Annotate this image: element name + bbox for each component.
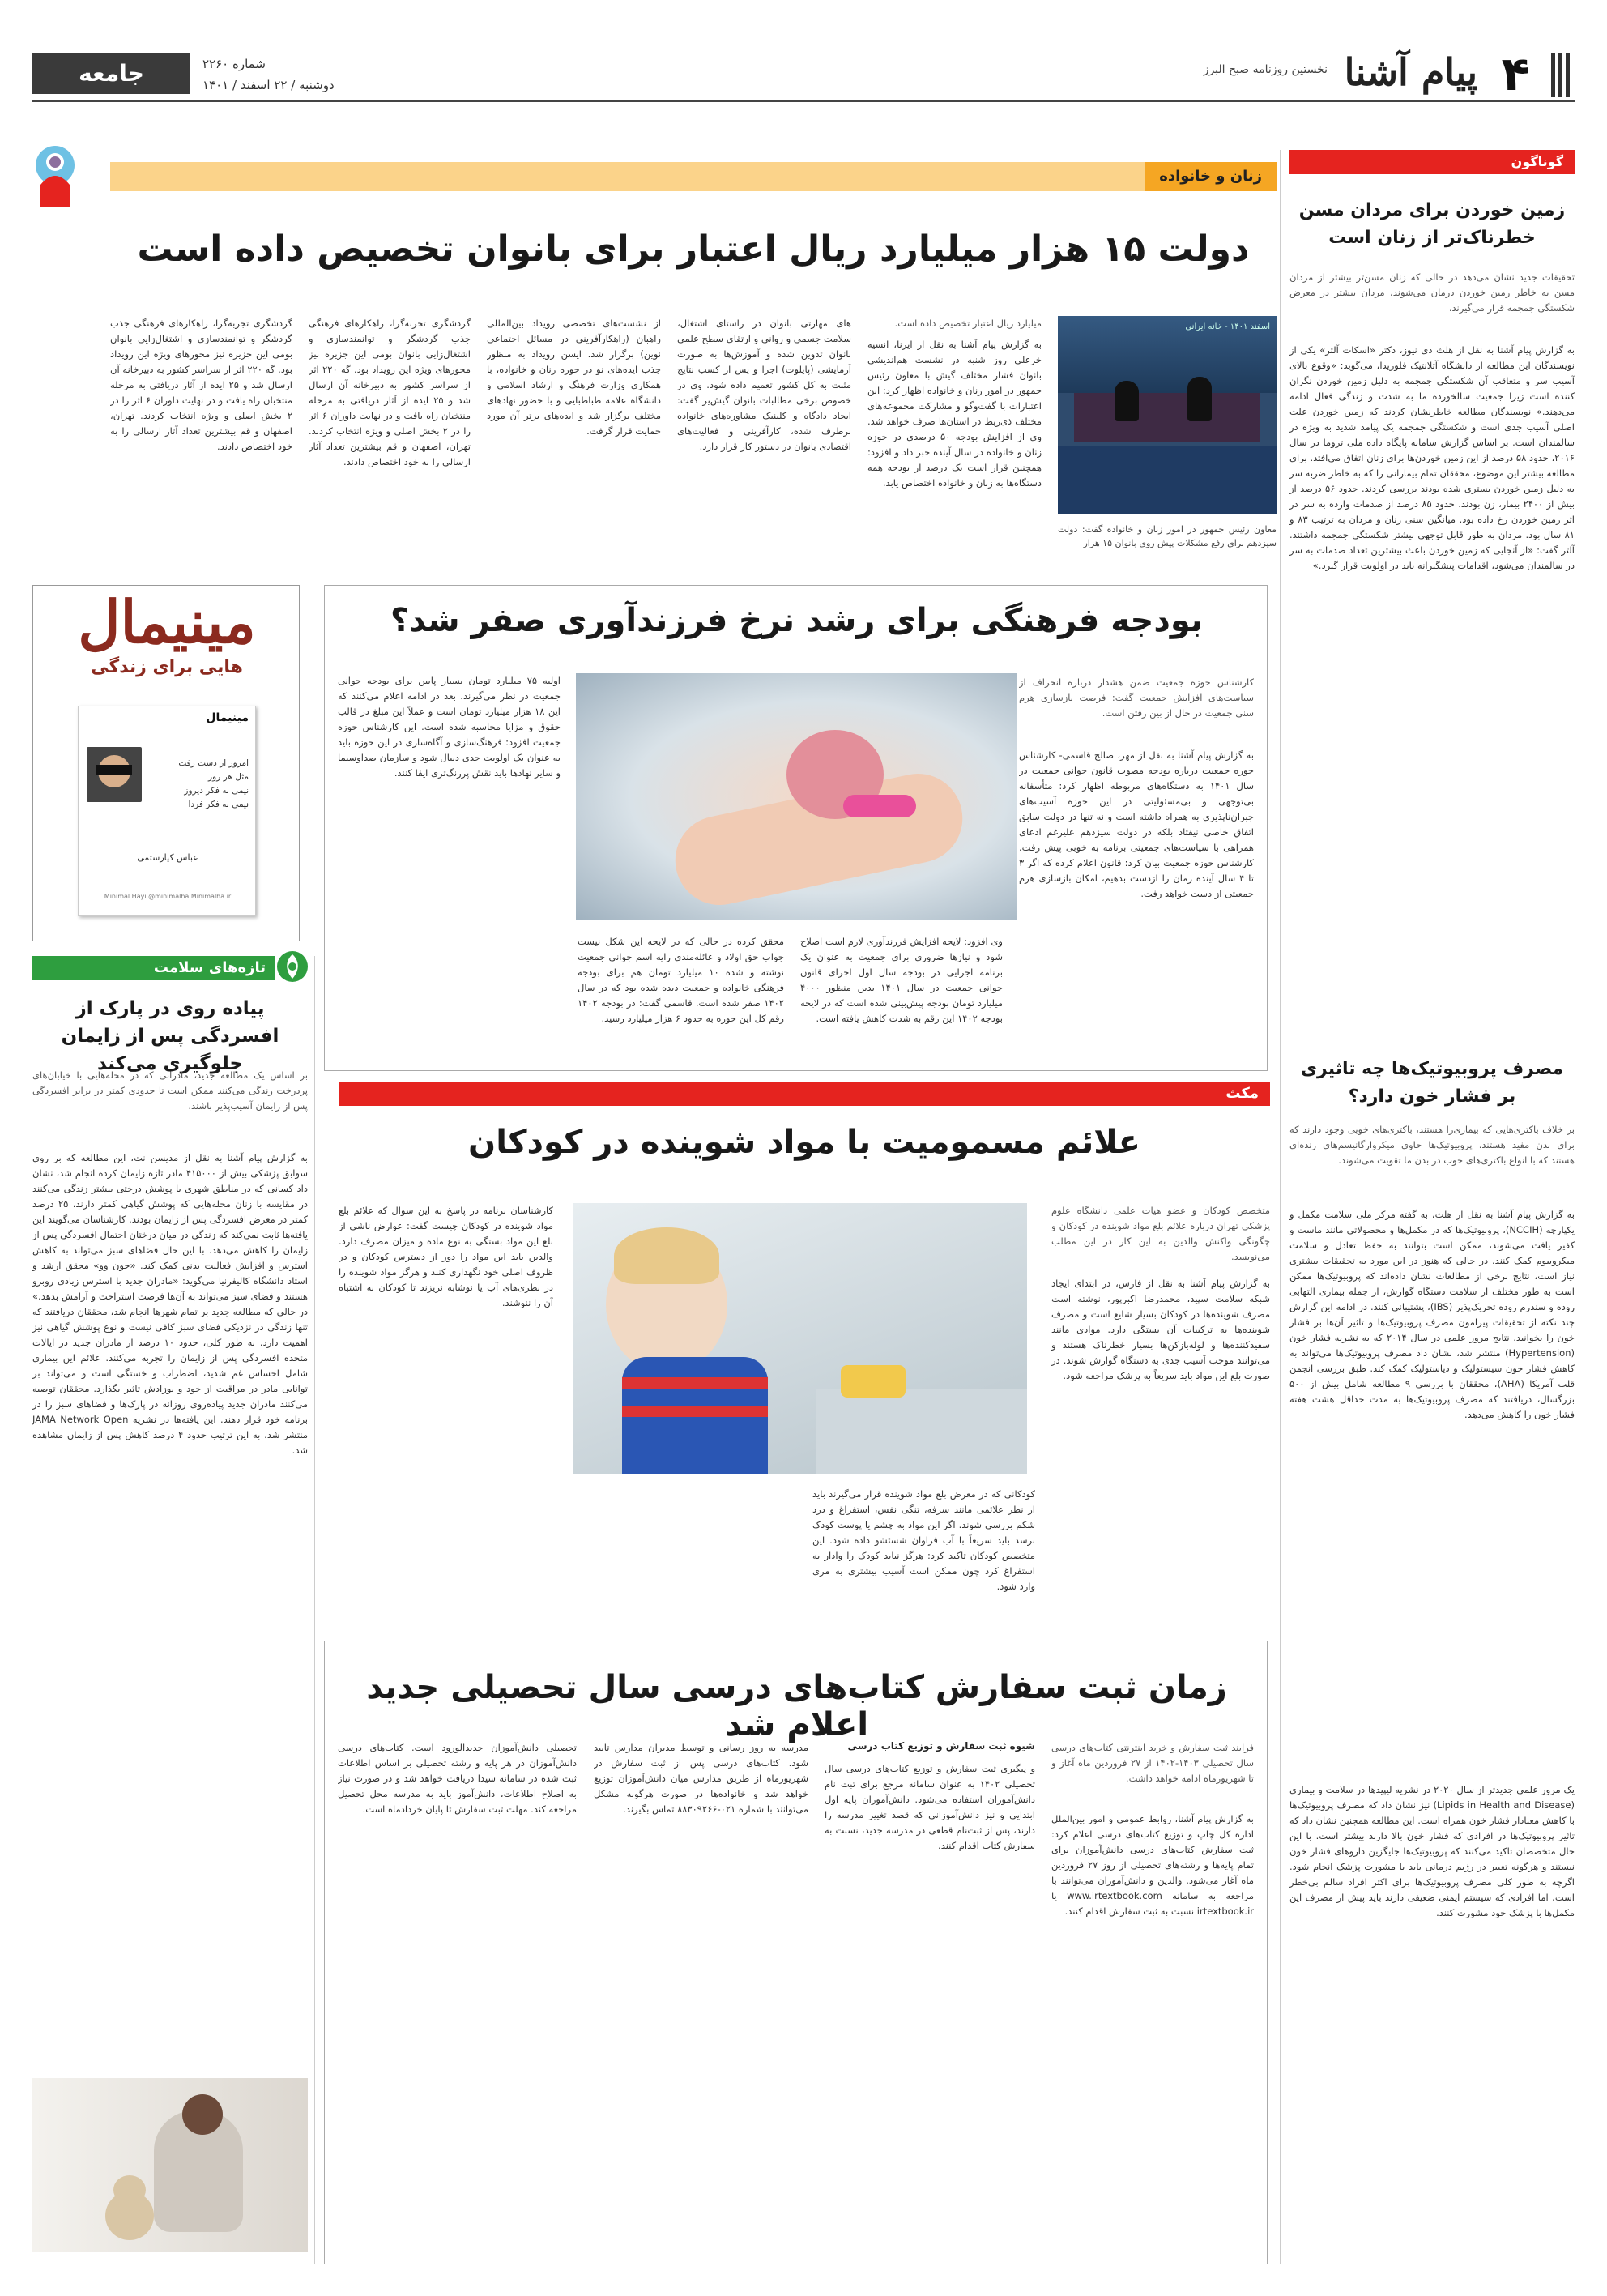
women-headline: دولت ۱۵ هزار میلیارد ریال اعتبار برای بانوان تخصیص داده است xyxy=(137,228,1250,270)
female-figure-icon xyxy=(32,143,78,209)
minimal-book-title: مینیمال xyxy=(206,711,249,724)
sidebar-kicker-band xyxy=(1289,150,1575,174)
sidebar-kicker: گوناگون xyxy=(1511,154,1563,169)
story2-lead: بر خلاف باکتری‌هایی که بیماری‌زا هستند، باکتری‌های خوبی وجود دارند که برای بدن مفید هستند. پروبیوتیک‌ها حاوی میکروارگانیسم‌های زنده‌ای هستند که با انواع باکتری‌های خوب در بدن ما تقویت می‌شوند. xyxy=(1289,1124,1575,1166)
mokth-kicker-band xyxy=(339,1082,1270,1106)
logo: پیام آشنا xyxy=(1344,50,1477,94)
women-kicker xyxy=(1145,162,1277,191)
masthead xyxy=(32,46,1575,102)
health-leaf-icon xyxy=(275,948,309,985)
budget-col3: محقق کرده در حالی که در لایحه این شکل نیست جواب حق اولاد و عائله‌مندی رایه اسم جوانی جمعیت نوشته و شده ۱۰ میلیارد تومان هم برای بودجه فرهنگی خانواده و جمعیت دیده شده بود که در سال ۱۴۰۲ صفر شده است. قاسمی گفت: در بودجه ۱۴۰۲ رقم کل این حوزه به حدود ۶ هزار میلیارد رسید. xyxy=(578,936,784,1024)
mokth-kicker: مکث xyxy=(1225,1085,1259,1102)
minimal-subtitle: هایی برای زندگی xyxy=(91,657,243,677)
mokth-headline: علائم مسمومیت با مواد شوینده در کودکان xyxy=(468,1124,1140,1161)
minimal-box xyxy=(32,585,300,941)
masthead-bars-icon xyxy=(1547,53,1570,97)
mokth-article xyxy=(339,1082,1270,1632)
budget-col4: اولیه ۷۵ میلیارد تومان بسیار پایین برای بودجه جوانی جمعیت در نظر می‌گیرند. بعد در ادامه اعلام می‌کنند که این ۱۸ هزار میلیارد تومان است و عملاً این مبلغ در قالب حقوق و مزایا محاسبه شده است. این کارشناس حوزه جمعیت افزود: فرهنگ‌سازی و آگاه‌سازی در این حوزه باید به عنوان یک اولویت جدی دنبال شود و سازمان صداوسیما و سایر نهادها باید نقش پررنگ‌تری ایفا کنند. xyxy=(338,675,561,779)
budget-col1: به گزارش پیام آشنا به نقل از مهر، صالح قاسمی- کارشناس حوزه جمعیت درباره بودجه مصوب قانون جوانی جمعیت در سال ۱۴۰۱ به دستگاه‌های مربوطه اظهار کرد: متأسفانه بی‌توجهی و بی‌مسئولیتی در این حوزه آسیب‌های جبران‌ناپذیری به همراه داشته است و نه تنها در دولت سابق اتفاق خاصی نیفتاد بلکه در دولت سیزدهم علیرغم ادعای همراهی با سیاست‌های جمعیتی برنامه به خوبی پیش رفت. کارشناس حوزه جمعیت بیان کرد: قانون اعلام کرده که اگر ۳ تا ۴ سال آینده زمان را ازدست بدهیم، امکان بازسازی هرم جمعیتی از دست خواهد رفت. xyxy=(1019,749,1254,899)
sad-mother-photo xyxy=(32,2078,308,2252)
health-body: به گزارش پیام آشنا به نقل از مدیسن نت، این مطالعه که بر روی سوابق پزشکی بیش از ۴۱۵۰۰۰ مادر تازه زایمان کرده انجام شد، نشان داد کسانی که در مناطق شهری با پوشش درختی بیشتر زندگی می‌کنند در مقایسه با زنان محله‌هایی که پوشش گیاهی کمتر دارند، ۲۵ درصد کمتر در معرض افسردگی پس از زایمان بودند. کارشناسان می‌گویند این یافته‌ها ثابت نمی‌کند که زندگی در میان درختان احتمال افسردگی پس از زایمان را کاهش می‌دهد. با این حال فضاهای سبز می‌تواند به کاهش استرس و افزایش فعالیت بدنی کمک کند. «جون وو» محقق ارشد و استاد دانشگاه کالیفرنیا می‌گوید: «مادران جدید با استرس زیادی روبرو هستند و فضای سبز می‌تواند به آن‌ها فرصت استراحت و آرامش بدهد.» در حالی که مطالعه جدید بر تمام شهرها انجام شد، محققان دریافتند که تنها زندگی در نزدیکی فضای سبز کافی نیست و نوع پوشش گیاهی نیز اهمیت دارد. به طور کلی، حدود ۱۰ درصد از مادران جدید در ایالات متحده افسردگی پس از زایمان را تجربه می‌کنند. علائم این بیماری شامل احساس غم شدید، اضطراب و خستگی است و می‌تواند بر توانایی مادر در مراقبت از خود و نوزادش تاثیر بگذارد. محققان توصیه می‌کنند مادران جدید پیاده‌روی روزانه در پارک‌ها و فضاهای سبز را در برنامه خود قرار دهند. این یافته‌ها در نشریه JAMA Network Open منتشر شد. به این ترتیب حدود ۴ درصد کاهش پس از زایمان مشاهده شد. xyxy=(32,1152,308,1456)
minimal-handles: Minimal.Hayi @minimalha Minimalha.ir xyxy=(104,893,232,900)
column-divider xyxy=(314,956,315,2264)
mokth-col2: کودکانی که در معرض بلع مواد شوینده قرار می‌گیرند باید از نظر علائمی مانند سرفه، تنگی نفس، استفراغ و درد شکم بررسی شوند. اگر این مواد به چشم یا پوست کودک برسد باید سریعاً با آب فراوان شستشو داده شود. این متخصص کودکان تاکید کرد: هرگز نباید کودک را وادار به استفراغ کرد چون ممکن است آسیب بیشتری به مری وارد شود. xyxy=(812,1488,1035,1592)
women-article xyxy=(78,162,1277,571)
section-label-text: جامعه xyxy=(79,60,144,87)
health-kicker-band xyxy=(32,956,275,980)
minimal-book xyxy=(78,706,256,916)
health-headline: پیاده روی در پارک از افسردگی پس از زایمان جلوگیری می‌کند xyxy=(61,998,279,1074)
women-lead: میلیارد ریال اعتبار تخصیص داده است. xyxy=(894,318,1042,329)
author-portrait xyxy=(87,747,142,802)
minimal-quote: امروز از دست رفت مثل هر روز نیمی به فکر دیروز نیمی به فکر فردا xyxy=(178,758,249,809)
story2-body: به گزارش پیام آشنا به نقل از هلث، به گفته مرکز ملی سلامت مکمل و یکپارچه (NCCIH)، پروبیوتیک‌ها که در مکمل‌ها و محصولاتی مانند ماست و کفیر یافت می‌شوند، ممکن است بتوانند به حفظ تعادل و سلامت میکروبیوم کمک کنند. در حالی که هنوز در این مورد به تحقیقات بیشتری نیاز است، نتایج برخی از مطالعات نشان داده‌اند که پروبیوتیک‌ها ممکن است به طور مختلف از سلامت دستگاه گوارش، از جمله بیماری التهابی روده و سندرم روده تحریک‌پذیر (IBS)، پشتیبانی کنند. در ادامه این گزارش چند نکته از تحقیقات پیرامون مصرف پروبیوتیک‌ها و تاثیر آن‌ها بر فشار خون را بخوانید. نتایج مرور علمی در سال ۲۰۱۴ که به نشریه فشار خون (Hypertension) منتشر شد، نشان داد مصرف پروبیوتیک‌ها می‌تواند به کاهش فشار خون سیستولیک و دیاستولیک کمک کند. طبق بررسی انجمن قلب آمریکا (AHA)، محققان با بررسی ۹ مطالعه شامل بیش از ۵۰۰ بزرگسال، دریافتند که مصرف پروبیوتیک‌ها به مدت حداقل هشت هفته فشار خون را کاهش می‌دهد. xyxy=(1289,1209,1575,1420)
women-col4: گردشگری تجربه‌گرا، راهکارهای فرهنگی جذب گردشگر و توانمندسازی و اشتغال‌زایی بانوان بومی این جزیره نیز محورهای ویژه این رویداد بود. گه ۲۲۰ اثر از سراسر کشور به دبیرخانه آن ارسال شد و ۲۵ ایده از آثار دریافتی به مرحله منتخبان راه یافت و در نهایت داوران ۶ اثر را در ۲ بخش اصلی و ویژه انتخاب کردند. تهران، اصفهان و قم بیشترین تعداد آثار ارسالی را به خود اختصاص دادند. xyxy=(309,318,471,467)
books-subhead: شیوه ثبت سفارش و توزیع کتاب درسی xyxy=(847,1740,1035,1752)
story2-body2: یک مرور علمی جدیدتر از سال ۲۰۲۰ در نشریه لیپیدها در سلامت و بیماری (Lipids in Health and Disease) نیز نشان داد که مصرف پروبیوتیک‌ها با کاهش معنادار فشار خون همراه است. این مطالعه همچنین نشان داد که تاثیر پروبیوتیک‌ها در افرادی که فشار خون بالا دارند بیشتر است. با این حال متخصصان تاکید می‌کنند که پروبیوتیک‌ها جایگزین داروهای فشار خون نیستند و هرگونه تغییر در رژیم درمانی باید با مشورت پزشک انجام شود. اگرچه به طور کلی مصرف پروبیوتیک‌ها برای اکثر افراد سالم بی‌خطر است، اما افرادی که سیستم ایمنی ضعیفی دارند باید پیش از مصرف این مکمل‌ها با پزشک خود مشورت کنند. xyxy=(1289,1784,1575,1918)
women-photo-label: اسفند ۱۴۰۱ - خانه ایرانی xyxy=(1185,322,1270,331)
budget-col2: وی افزود: لایحه افزایش فرزندآوری لازم است اصلاح شود و نیازها ضروری برای جمعیت به عنوان یک برنامه اجرایی در بودجه سال اول اجرای قانون جوانی جمعیت در سال ۱۴۰۱ بدین منظور ۴۰۰۰ میلیارد تومان بودجه پیش‌بینی شده است که در لایحه بودجه ۱۴۰۲ این رقم به شدت کاهش یافته است. xyxy=(800,936,1003,1024)
books-article xyxy=(324,1641,1268,2264)
women-photo xyxy=(1058,316,1277,514)
women-kicker-band xyxy=(110,162,1277,191)
budget-article xyxy=(324,585,1268,1071)
budget-lead: کارشناس حوزه جمعیت ضمن هشدار درباره انحراف از سیاست‌های افزایش جمعیت گفت: فرصت بازسازی هرم سنی جمعیت در حال از بین رفتن است. xyxy=(1019,676,1254,719)
health-kicker: تازه‌های سلامت xyxy=(153,959,266,976)
health-section xyxy=(32,956,308,2260)
issue-number: شماره ۲۲۶۰ xyxy=(202,57,266,71)
story1-body: به گزارش پیام آشنا به نقل از هلث دی نیوز، دکتر «اسکات آلتر» یکی از نویسندگان این مطالعه از دانشگاه آتلانتیک فلوریدا، می‌گوید: «وقوع بالای آسیب سر و متعاقب آن شکستگی جمجمه به دلیل زمین خوردن نگران کننده است زیرا جمعیت سالخورده ما به شدت و زندگی فعال ادامه می‌دهند.» نویسندگان مطالعه خاطرنشان کردند که زمین خوردن علت اصلی آسیب جدی است و شکستگی جمجمه یک پیامد شدید به ویژه در سالمندان است. بر اساس گزارش سامانه پایگاه داده ملی تروما در سال ۲۰۱۶، حدود ۵۸ درصد از این زمین خوردن‌ها برای زنان اتفاق می‌افتد. برای مطالعه بیشتر این موضوع، محققان تمام بیمارانی را که به خاطر ضربه سر به دلیل زمین خوردن بستری شده بودند بررسی کردند. حدود ۵۶ درصد از بیش از ۲۴۰۰ بیمار، زن بودند. حدود ۸۵ درصد از صدمات وارده به سر در اثر زمین خوردن رخ داده بود. میانگین سنی زنان و مردان به ترتیب ۸۳ و ۸۱ سال بود. مردان به طور قابل توجهی بیشتر شکستگی جمجمه داشتند. آلتر گفت: «از آنجایی که زمین خوردن باعث بیشترین تعداد صدمات به سر در سالمندان می‌شود، اقدامات پیشگیرانه باید در اولویت قرار گیرد.» xyxy=(1289,344,1575,571)
baby-hand-photo xyxy=(576,673,1017,920)
books-headline: زمان ثبت سفارش کتاب‌های درسی سال تحصیلی جدید اعلام شد xyxy=(366,1669,1227,1743)
mokth-col3: کارشناسان برنامه در پاسخ به این سوال که علائم بلع مواد شوینده در کودکان چیست گفت: عوارض ناشی از بلع این مواد بستگی به نوع ماده و میزان مصرف دارد. والدین باید این مواد را دور از دسترس کودکان و در ظروف اصلی خود نگهداری کنند و هرگز مواد شوینده را در بطری‌های آب یا نوشابه نریزند تا کودکان به اشتباه آن را ننوشند. xyxy=(339,1205,553,1308)
women-kicker-text: زنان و خانواده xyxy=(1159,168,1262,185)
story2-title: مصرف پروبیوتیک‌ها چه تاثیری بر فشار خون دارد؟ xyxy=(1300,1059,1564,1107)
page-number: ۴ xyxy=(1501,46,1530,101)
books-col1: به گزارش پیام آشنا، روابط عمومی و امور بین‌الملل اداره کل چاپ و توزیع کتاب‌های درسی اعلام کرد: ثبت سفارش کتاب‌های درسی دانش‌آموزان برای تمام پایه‌ها و رشته‌های تحصیلی از روز ۲۷ فروردین ماه آغاز می‌شود. والدین و دانش‌آموزان می‌توانند با مراجعه به سامانه www.irtextbook.com یا irtextbook.ir نسبت به ثبت سفارش اقدام کنند. xyxy=(1051,1813,1254,1917)
minimal-title: مینیمال xyxy=(78,587,256,656)
women-col2: های مهارتی بانوان در راستای اشتغال، سلامت جسمی و روانی و ارتقای سطح علمی بانوان تدوین شده و آموزش‌ها به صورت آزمایشی (پایلوت) اجرا و پس از کسب نتایج مثبت به کل کشور تعمیم داده شود. وی در خصوص برخی مطالبات بانوان گیش‌یر گفت: ایجاد دادگاه و کلینیک مشاوره‌های خانواده برطرف شده، کارآفرینی و فعالیت‌های اقتصادی بانوان در دستور کار قرار دارد. xyxy=(677,318,851,452)
women-col5: گردشگری تجربه‌گرا، راهکارهای فرهنگی جذب گردشگر و توانمندسازی و اشتغال‌زایی بانوان بومی این جزیره نیز محورهای ویژه این رویداد بود. گه ۲۲۰ اثر از سراسر کشور به دبیرخانه آن ارسال شد و ۲۵ ایده از آثار دریافتی به مرحله منتخبان راه یافت و در نهایت داوران ۶ اثر را در ۲ بخش اصلی و ویژه انتخاب کردند. تهران، اصفهان و قم بیشترین تعداد آثار ارسالی را به خود اختصاص دادند. xyxy=(110,318,292,452)
books-col2: و پیگیری ثبت سفارش و توزیع کتاب‌های درسی سال تحصیلی ۱۴۰۲ به عنوان سامانه مرجع برای ثبت نام دانش‌آموزان استفاده می‌شود. دانش‌آموزان پایه اول ابتدایی و نیز دانش‌آموزانی که قصد تغییر مدرسه را دارند، پس از ثبت‌نام قطعی در مدرسه جدید، نسبت به سفارش کتاب اقدام کنند. xyxy=(825,1763,1035,1851)
mokth-col1: به گزارش پیام آشنا به نقل از فارس، در ابتدای ایجاد شبکه سلامت سپید، محمدرضا اکبرپور، نوشته است مصرف شوینده‌ها در کودکان بسیار شایع است و مصرف شوینده‌ها به ترکیبات آن بستگی دارد. موادی مانند سفیدکننده‌ها و لوله‌بازکن‌ها بسیار خطرناک هستند و می‌توانند موجب آسیب جدی به دستگاه گوارش شوند. در صورت بلع این مواد باید سریعاً به پزشک مراجعه شود. xyxy=(1051,1278,1270,1381)
women-caption: معاون رئیس جمهور در امور زنان و خانواده گفت: دولت سیزدهم برای رفع مشکلات پیش روی بانوان ۱۵ هزار xyxy=(1058,524,1277,548)
women-col3: از نشست‌های تخصصی رویداد بین‌المللی راهبان (راهکارآفرینی در مسائل اجتماعی نوین) برگزار شد. ایسن رویداد به منظور جذب ایده‌های نو در حوزه زنان و خانواده، با همکاری وزارت فرهنگ و ارشاد اسلامی و دانشگاه علامه طباطبایی و با حضور نهادهای مختلف برگزار شد و ایده‌های برتر آن مورد حمایت قرار گرفت. xyxy=(487,318,661,437)
books-col3: مدرسه به روز رسانی و توسط مدیران مدارس تایید شود. کتاب‌های درسی پس از ثبت سفارش در شهریورماه از طریق مدارس میان دانش‌آموزان توزیع خواهد شد و خانواده‌ها در صورت هرگونه مشکل می‌توانند با شماره ۰۲۱-۸۸۳۰۹۲۶۶ تماس بگیرند. xyxy=(594,1742,808,1815)
health-lead: بر اساس یک مطالعه جدید، مادرانی که در محله‌هایی با خیابان‌های پردرخت زندگی می‌کنند ممکن است تا حدودی کمتر در برابر افسردگی پس از زایمان آسیب‌پذیر باشند. xyxy=(32,1069,308,1112)
books-col4: تحصیلی دانش‌آموزان جدیدالورود است. کتاب‌های درسی دانش‌آموزان در هر پایه و رشته تحصیلی بر اساس اطلاعات ثبت شده در سامانه سیدا دریافت خواهد شد و در صورت نیاز به اصلاح اطلاعات، دانش‌آموز باید به مدرسه محل تحصیل مراجعه کند. مهلت ثبت سفارش تا پایان خردادماه است. xyxy=(338,1742,577,1815)
story1-lead: تحقیقات جدید نشان می‌دهد در حالی که زنان مسن‌تر بیشتر از مردان مسن به خاطر زمین خوردن درمان می‌شوند، مردان بیشتر در معرض شکستگی جمجمه قرار می‌گیرند. xyxy=(1289,271,1575,314)
minimal-author: عباس کیارستمی xyxy=(137,852,198,863)
issue-date: دوشنبه / ۲۲ اسفند / ۱۴۰۱ xyxy=(202,78,335,92)
books-lead: فرایند ثبت سفارش و خرید اینترنتی کتاب‌های درسی سال تحصیلی ۱۴۰۳-۱۴۰۲ از ۲۷ فروردین ماه آغاز و تا شهریورماه ادامه خواهد داشت. xyxy=(1051,1742,1254,1784)
story1-title: زمین خوردن برای مردان مسن خطرناک‌تر از زنان است xyxy=(1298,200,1566,248)
tagline: نخستین روزنامه صبح البرز xyxy=(1203,63,1328,76)
column-divider xyxy=(1280,150,1281,2264)
child-sink-photo xyxy=(573,1203,1027,1474)
sidebar xyxy=(1289,150,1575,2264)
mokth-lead: متخصص کودکان و عضو هیات علمی دانشگاه علوم پزشکی تهران درباره علائم بلع مواد شوینده در کودکان و چگونگی واکنش والدین به این کار در این مطلب می‌نویسد. xyxy=(1051,1205,1270,1262)
budget-headline: بودجه فرهنگی برای رشد نرخ فرزندآوری صفر شد؟ xyxy=(390,602,1203,639)
women-col1: به گزارش پیام آشنا به نقل از ایرنا، انسیه خزعلی روز شنبه در نشست هم‌اندیشی بانوان فشار مختلف گیش با معاون رئیس جمهور در امور زنان و خانواده اظهار کرد: این اعتبارات با گفت‌وگو و مشارکت مجموعه‌های مختلف ذی‌ربط در استان‌ها صرف خواهد شد. وی از افزایش بودجه ۵۰ درصدی در حوزه زنان و خانواده در سال آینده خبر داد و افزود: همچنین قرار است یک درصد از بودجه همه دستگاه‌ها به زنان و خانواده اختصاص یابد. xyxy=(867,339,1042,489)
section-label xyxy=(32,53,190,94)
